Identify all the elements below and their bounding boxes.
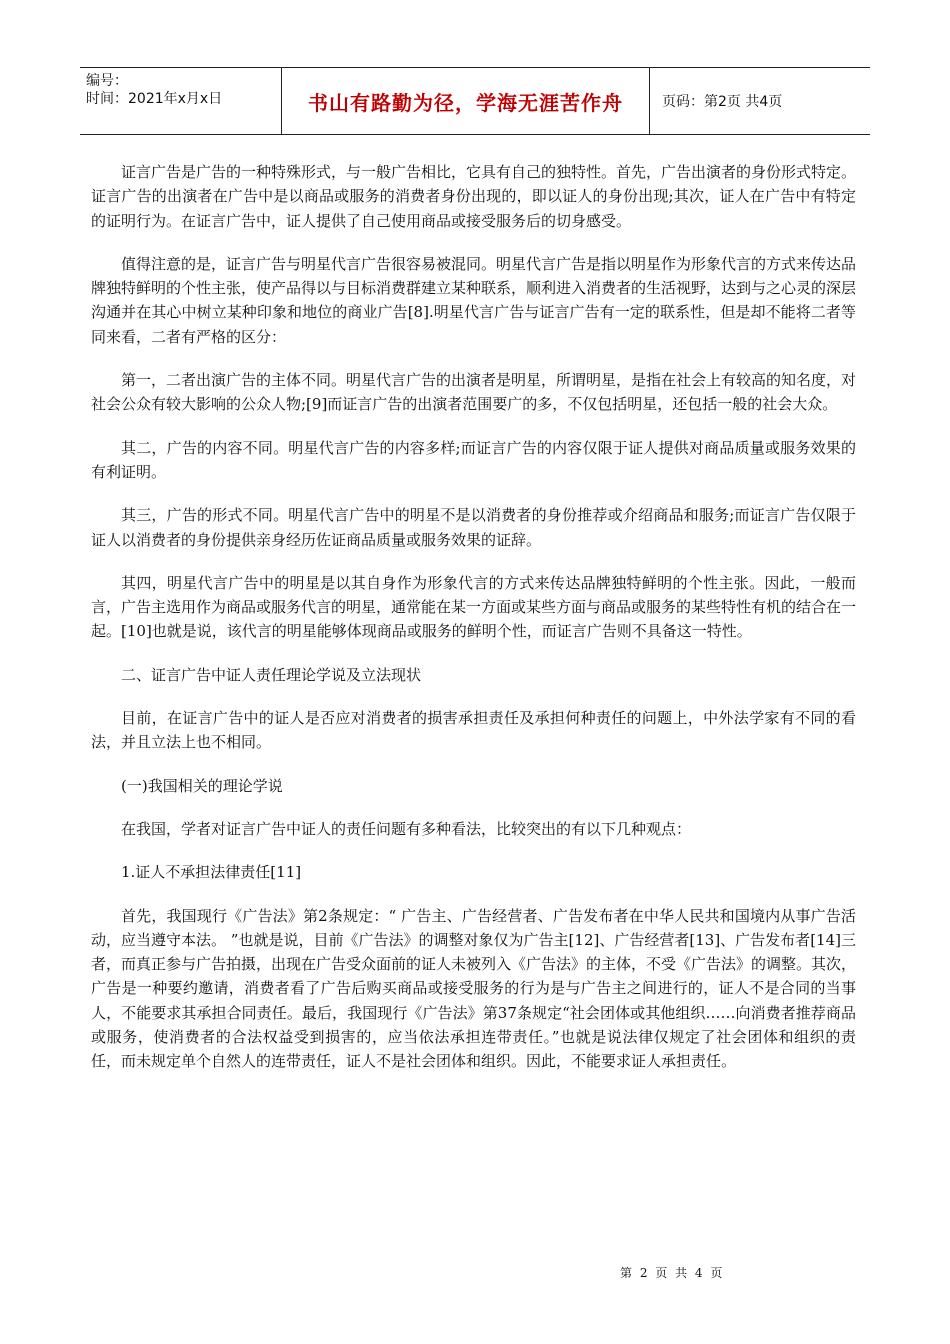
page-label: 页码：第2页 共4页 bbox=[662, 94, 783, 110]
motto: 书山有路勤为径，学海无涯苦作舟 bbox=[308, 90, 623, 115]
document-body bbox=[91, 160, 856, 1093]
header-motto-cell bbox=[281, 68, 650, 134]
paragraph: 首先，我国现行《广告法》第2条规定：“ 广告主、广告经营者、广告发布者在中华人民共和国境内从事广告活动，应当遵守本法。 ”也就是说，目前《广告法》的调整对象仅为广告主[12]、广告经营者[13]、广告发布者[14]三者，而真正参与广告拍摄，出现在广告受众面前的证人未被列入《广告法》的主体，不受《广告法》的调整。其次，广告是一种要约邀请，消费者看了广告后购买商品或接受服务的行为是与广告主之间进行的，证人不是合同的当事人，不能要求其承担合同责任。最后，我国现行《广告法》第37条规定“社会团体或其他组织……向消费者推荐商品或服务，使消费者的合法权益受到损害的，应当依法承担连带责任。”也就是说法律仅规定了社会团体和组织的责任，而未规定单个自然人的连带责任，证人不是社会团体和组织。因此，不能要求证人承担责任。 bbox=[91, 906, 857, 1071]
page-header bbox=[80, 67, 870, 135]
paragraph: 其四，明星代言广告中的明星是以其自身作为形象代言的方式来传达品牌独特鲜明的个性主张。因此，一般而言，广告主选用作为商品或服务代言的明星，通常能在某一方面或某些方面与商品或服务的某些特性有机的结合在一起。[10]也就是说，该代言的明星能够体现商品或服务的鲜明个性，而证言广告则不具备这一特性。 bbox=[91, 573, 857, 641]
header-meta bbox=[80, 68, 281, 134]
paragraph: 其二，广告的内容不同。明星代言广告的内容多样;而证言广告的内容仅限于证人提供对商品质量或服务效果的有利证明。 bbox=[91, 438, 856, 481]
subsection-heading: (一)我国相关的理论学说 bbox=[121, 776, 283, 795]
page-footer: 第 2 页 共 4 页 bbox=[620, 1266, 725, 1280]
section-heading: 二、证言广告中证人责任理论学说及立法现状 bbox=[121, 665, 422, 684]
paragraph: 证言广告是广告的一种特殊形式，与一般广告相比，它具有自己的独特性。首先，广告出演者的身份形式特定。证言广告的出演者在广告中是以商品或服务的消费者身份出现的，即以证人的身份出现;其次，证人在广告中有特定的证明行为。在证言广告中，证人提供了自己使用商品或接受服务后的切身感受。 bbox=[91, 163, 857, 230]
time-label: 时间：2021年x月x日 bbox=[86, 91, 223, 107]
paragraph: 在我国，学者对证言广告中证人的责任问题有多种看法，比较突出的有以下几种观点： bbox=[121, 819, 692, 838]
number-label: 编号： bbox=[86, 73, 128, 89]
header-page-cell bbox=[650, 68, 870, 134]
paragraph: 其三，广告的形式不同。明星代言广告中的明星不是以消费者的身份推荐或介绍商品和服务;而证言广告仅限于证人以消费者的身份提供亲身经历佐证商品质量或服务效果的证辞。 bbox=[91, 506, 856, 549]
paragraph: 目前，在证言广告中的证人是否应对消费者的损害承担责任及承担何种责任的问题上，中外法学家有不同的看法，并且立法上也不相同。 bbox=[91, 709, 856, 752]
list-heading: 1.证人不承担法律责任[11] bbox=[121, 863, 302, 882]
paragraph: 值得注意的是，证言广告与明星代言广告很容易被混同。明星代言广告是指以明星作为形象代言的方式来传达品牌独特鲜明的个性主张，使产品得以与目标消费群建立某种联系，顺利进入消费者的生活视野，达到与之心灵的深层沟通并在其心中树立某种印象和地位的商业广告[8].明星代言广告与证言广告有一定的联系性，但是却不能将二者等同来看，二者有严格的区分： bbox=[91, 254, 857, 346]
paragraph: 第一，二者出演广告的主体不同。明星代言广告的出演者是明星，所谓明星，是指在社会上有较高的知名度，对社会公众有较大影响的公众人物;[9]而证言广告的出演者范围要广的多，不仅包括明星，还包括一般的社会大众。 bbox=[91, 371, 857, 414]
